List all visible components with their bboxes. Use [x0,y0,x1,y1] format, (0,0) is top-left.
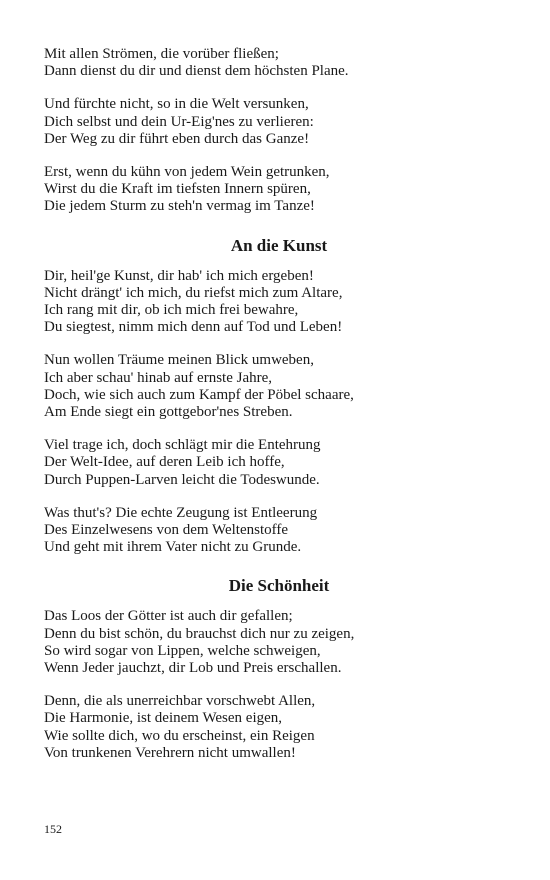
page-number: 152 [44,822,62,836]
verse-line: Das Loos der Götter ist auch dir gefallen; [44,608,293,625]
verse-line: Du siegtest, nimm mich denn auf Tod und Leben! [44,319,343,336]
verse-line: So wird sogar von Lippen, welche schweigen, [44,642,321,659]
stanza [44,693,514,762]
verse-line: Die Harmonie, ist deinem Wesen eigen, [44,710,283,727]
continued-poem [44,46,514,216]
verse-line: Wie sollte dich, wo du erscheinst, ein Reigen [44,727,315,744]
verse-line: Ich aber schau' hinab auf ernste Jahre, [44,369,273,386]
verse-line: Die jedem Sturm zu steh'n vermag im Tanze! [44,198,315,215]
verse-line: Doch, wie sich auch zum Kampf der Pöbel schaare, [44,386,354,403]
poem-title: Die Schönheit [228,576,330,596]
poem-title: An die Kunst [230,235,328,255]
stanza [44,96,514,148]
verse-line: Dann dienst du dir und dienst dem höchsten Plane. [44,63,349,80]
verse-line: Am Ende siegt ein gottgebor'nes Streben. [44,404,293,421]
verse-line: Nun wollen Träume meinen Blick umweben, [44,352,314,369]
verse-line: Nicht drängt' ich mich, du riefst mich zum Altare, [44,284,343,301]
verse-line: Denn, die als unerreichbar vorschwebt Allen, [44,693,316,710]
verse-line: Wirst du die Kraft im tiefsten Innern spüren, [44,181,311,198]
verse-line: Und geht mit ihrem Vater nicht zu Grunde. [44,539,302,556]
verse-line: Durch Puppen-Larven leicht die Todeswunde. [44,471,320,488]
poem-die-schoenheit [44,576,514,762]
stanza [44,437,514,489]
verse-line: Viel trage ich, doch schlägt mir die Entehrung [44,437,321,454]
stanza [44,268,514,337]
poem-an-die-kunst [44,236,514,557]
stanza [44,46,514,80]
verse-line: Erst, wenn du kühn von jedem Wein getrunken, [44,164,330,181]
verse-line: Der Welt-Idee, auf deren Leib ich hoffe, [44,454,285,471]
verse-line: Wenn Jeder jauchzt, dir Lob und Preis erschallen. [44,660,342,677]
stanza [44,608,514,677]
stanza [44,505,514,557]
verse-line: Der Weg zu dir führt eben durch das Ganze! [44,130,310,147]
verse-line: Dir, heil'ge Kunst, dir hab' ich mich ergeben! [44,267,314,284]
verse-line: Mit allen Strömen, die vorüber fließen; [44,46,279,62]
verse-line: Von trunkenen Verehrern nicht umwallen! [44,744,296,761]
verse-line: Und fürchte nicht, so in die Welt versunken, [44,96,309,113]
stanza [44,352,514,421]
verse-line: Ich rang mit dir, ob ich mich frei bewahre, [44,302,299,319]
book-page [44,46,514,778]
verse-line: Dich selbst und dein Ur-Eig'nes zu verlieren: [44,113,314,130]
stanza [44,164,514,216]
verse-line: Denn du bist schön, du brauchst dich nur zu zeigen, [44,625,355,642]
verse-line: Was thut's? Die echte Zeugung ist Entleerung [44,504,318,521]
verse-line: Des Einzelwesens von dem Weltenstoffe [44,522,289,539]
